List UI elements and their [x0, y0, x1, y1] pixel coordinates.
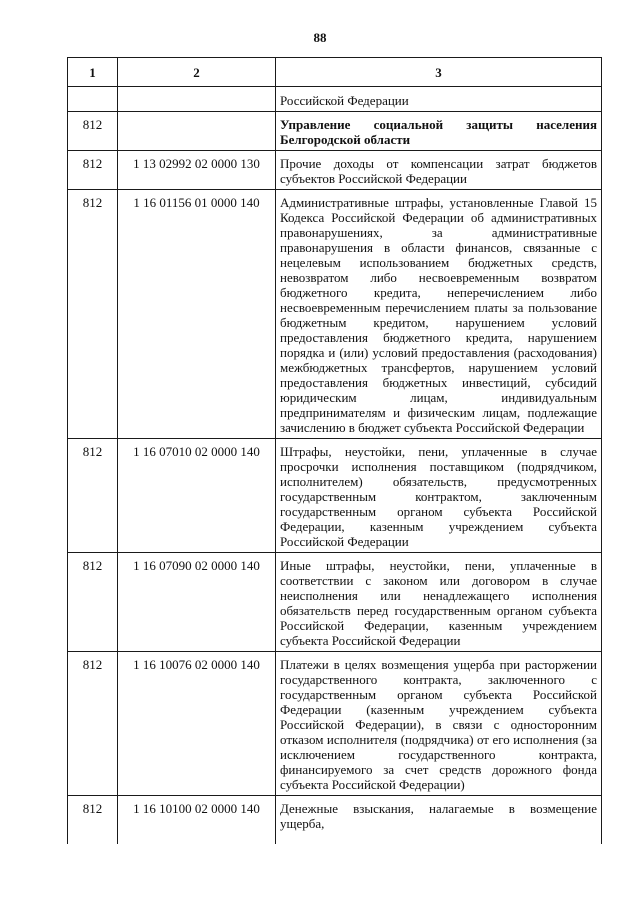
table-header-row [68, 58, 602, 87]
income-code-cell [118, 112, 276, 151]
income-name-cell: Платежи в целях возмещения ущерба при расторжении государственного контракта, заключенного с государственным органом субъекта Российской Федерации (казенным учреждением субъекта Российской Федерации), в связи с односторонним отказом исполнителя (подрядчика) от его исполнения (за исключением государственного контракта, финансируемого за счет средств дорожного фонда субъекта Российской Федерации) [276, 652, 602, 796]
table-row [68, 112, 602, 151]
table-row [68, 553, 602, 652]
income-code-cell: 1 16 07090 02 0000 140 [118, 553, 276, 652]
admin-code-cell: 812 [68, 190, 118, 439]
admin-code-cell: 812 [68, 652, 118, 796]
table-row [68, 652, 602, 796]
admin-code-cell: 812 [68, 796, 118, 845]
continuation-text: Российской Федерации [276, 87, 602, 112]
admin-code-cell: 812 [68, 553, 118, 652]
income-name-cell: Иные штрафы, неустойки, пени, уплаченные в соответствии с законом или договором в случае неисполнения или ненадлежащего исполнения обязательств перед государственным органом субъекта Российской Федерации, казенным учреждением субъекта Российской Федерации [276, 553, 602, 652]
income-name-cell: Административные штрафы, установленные Главой 15 Кодекса Российской Федерации об административных правонарушениях, за административные правонарушения в области финансов, связанные с нецелевым использованием бюджетных средств, невозвратом либо несвоевременным возвратом бюджетного кредита, неперечислением либо несвоевременным перечислением платы за пользование бюджетным кредитом, нарушением условий предоставления бюджетного кредита, нарушением порядка и (или) условий предоставления (расходования) межбюджетных трансфертов, нарушением условий предоставления бюджетных инвестиций, субсидий юридическим лицам, индивидуальным предпринимателям и физическим лицам, подлежащие зачислению в бюджет субъекта Российской Федерации [276, 190, 602, 439]
income-code-cell: 1 16 10076 02 0000 140 [118, 652, 276, 796]
header-col-3: 3 [276, 58, 602, 87]
admin-cell [68, 87, 118, 112]
admin-code-cell: 812 [68, 151, 118, 190]
income-codes-table [67, 57, 602, 844]
income-name-cell: Штрафы, неустойки, пени, уплаченные в случае просрочки исполнения поставщиком (подрядчиком, исполнителем) обязательств, предусмотренных государственным контрактом, заключенным государственным органом субъекта Российской Федерации, казенным учреждением субъекта Российской Федерации [276, 439, 602, 553]
admin-code-cell: 812 [68, 439, 118, 553]
income-code-cell: 1 13 02992 02 0000 130 [118, 151, 276, 190]
table-row [68, 151, 602, 190]
header-col-2: 2 [118, 58, 276, 87]
table-row [68, 796, 602, 845]
income-name-cell: Денежные взыскания, налагаемые в возмещение ущерба, [276, 796, 602, 845]
admin-code-cell: 812 [68, 112, 118, 151]
page-number: 88 [313, 30, 327, 45]
table-row [68, 190, 602, 439]
income-code-cell: 1 16 01156 01 0000 140 [118, 190, 276, 439]
continuation-row [68, 87, 602, 112]
income-code-cell: 1 16 07010 02 0000 140 [118, 439, 276, 553]
income-name-cell: Управление социальной защиты населения Белгородской области [276, 112, 602, 151]
table-row [68, 439, 602, 553]
header-col-1: 1 [68, 58, 118, 87]
code-cell [118, 87, 276, 112]
income-name-cell: Прочие доходы от компенсации затрат бюджетов субъектов Российской Федерации [276, 151, 602, 190]
income-code-cell: 1 16 10100 02 0000 140 [118, 796, 276, 845]
